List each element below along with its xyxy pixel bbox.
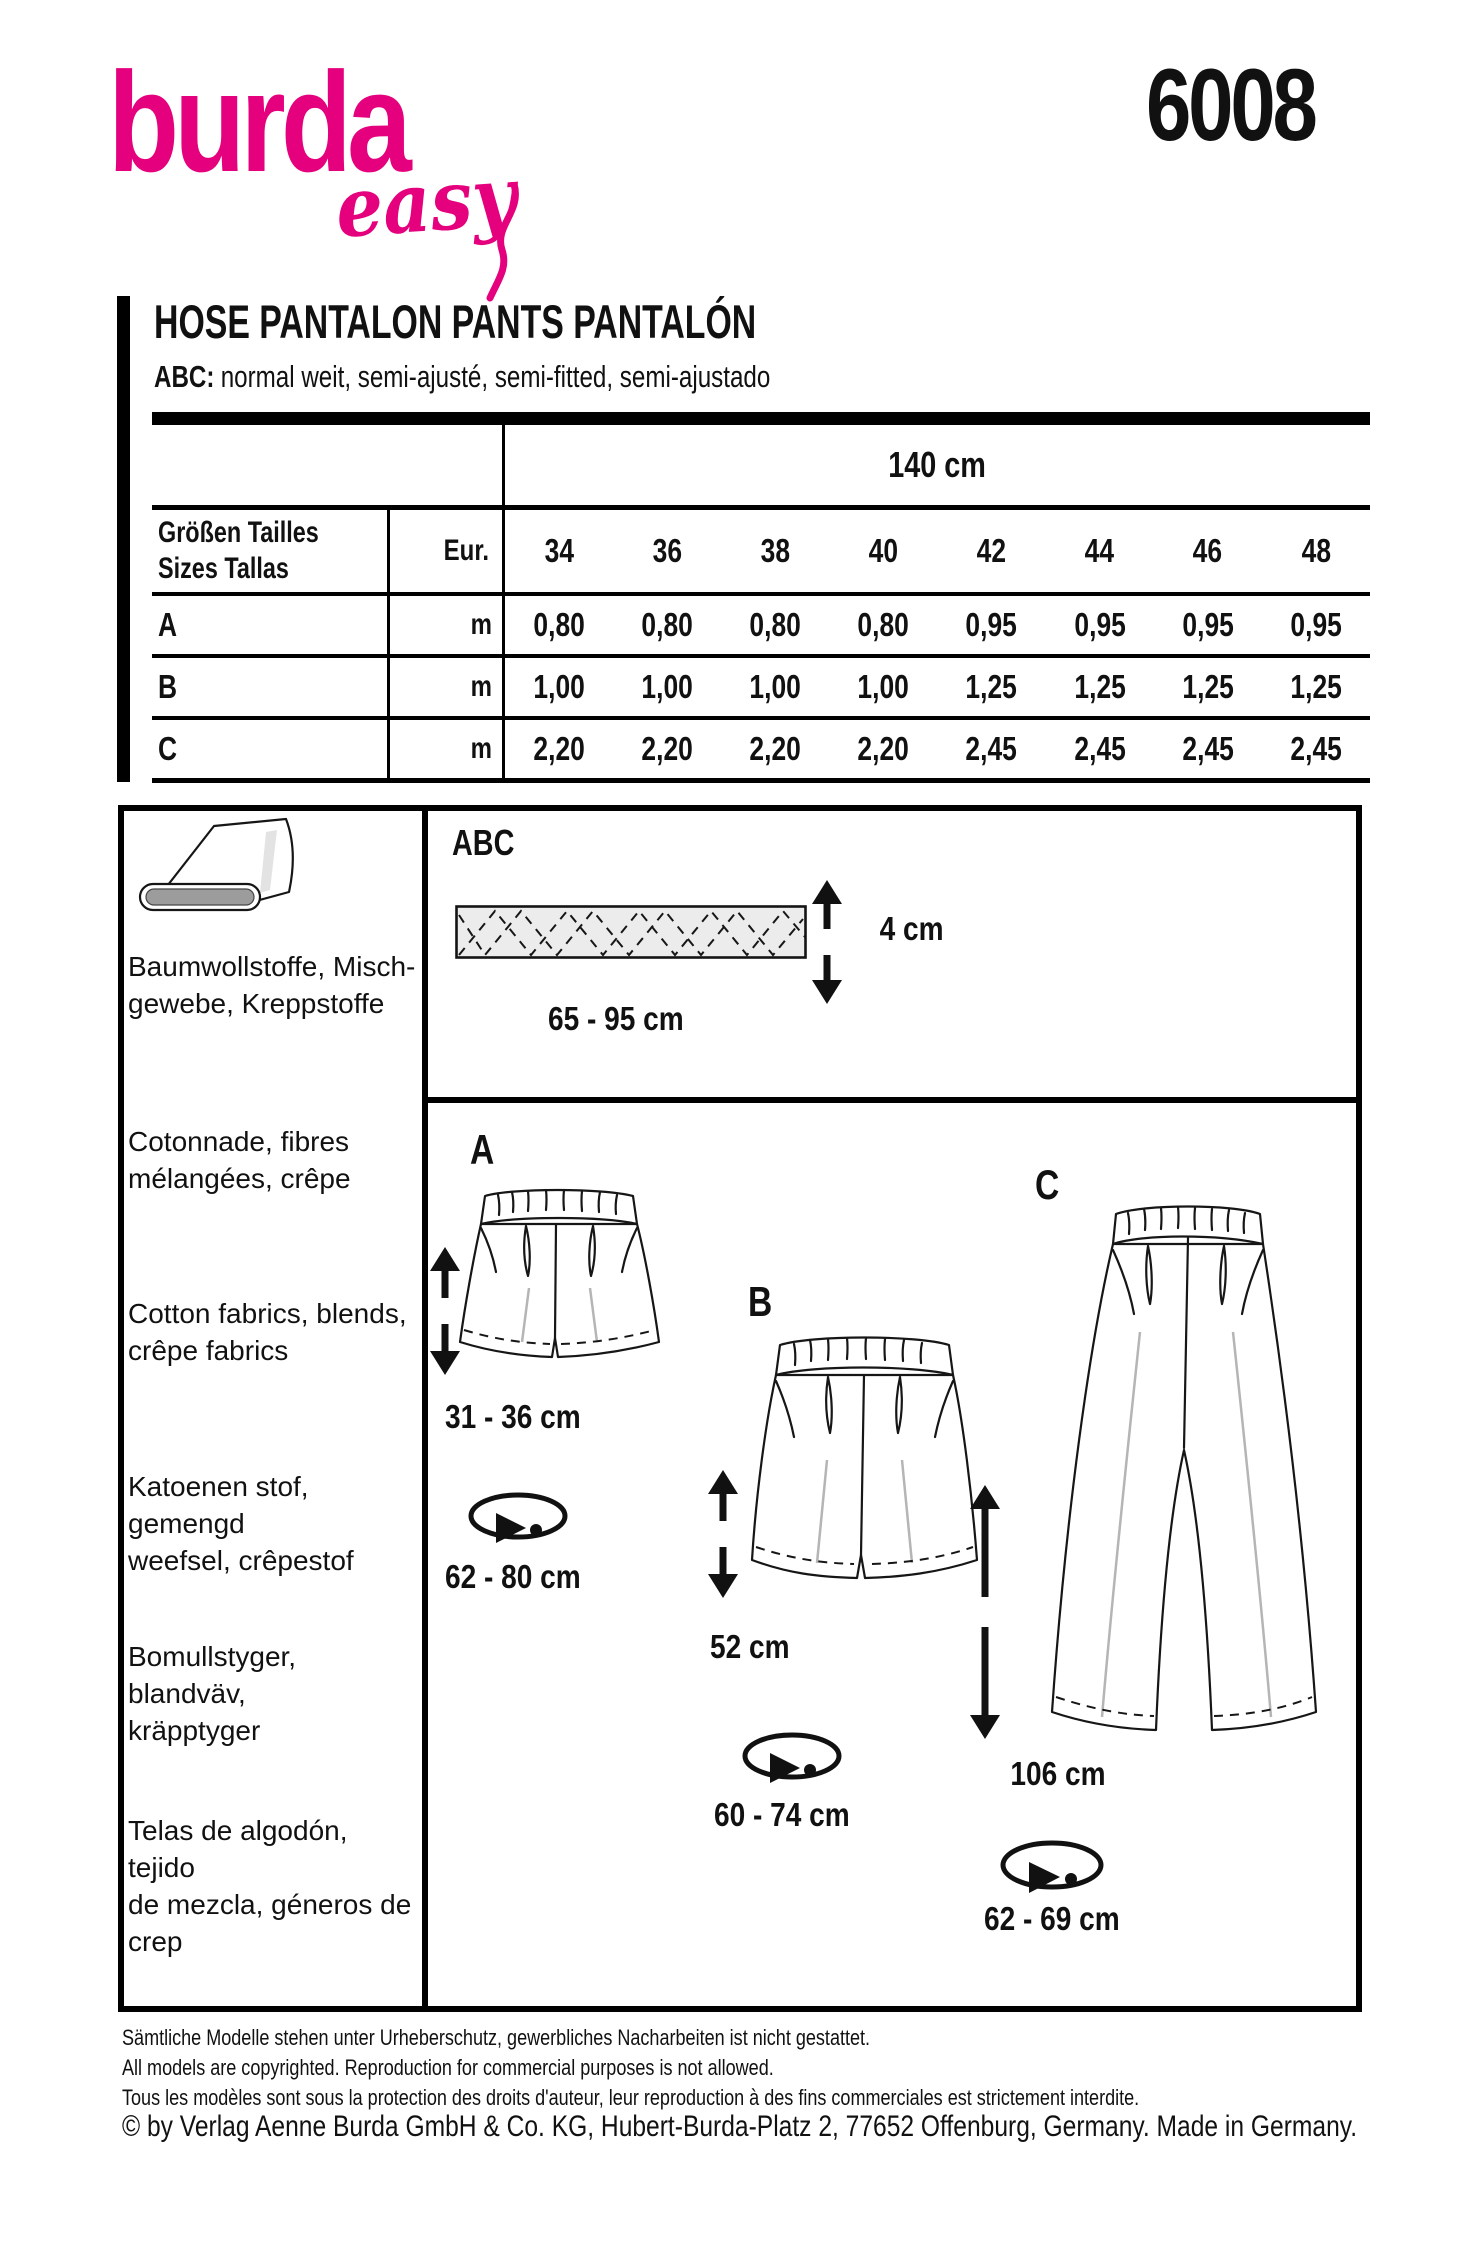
fabric-note-es: Telas de algodón, tejido de mezcla, géneros de crep xyxy=(128,1815,412,1957)
girth-c-icon xyxy=(998,1838,1106,1898)
fit-label: ABC: xyxy=(154,359,215,394)
yardage-cell: 2,45 xyxy=(1290,730,1342,767)
yardage-cell: 0,80 xyxy=(857,606,910,643)
size-cell: 44 xyxy=(1085,532,1115,569)
page-title: HOSE PANTALON PANTS PANTALÓN xyxy=(154,295,757,348)
unit-cell: m xyxy=(390,658,505,716)
yardage-cell: 2,20 xyxy=(749,730,801,767)
fit-description xyxy=(154,360,770,394)
interfacing-views-label: ABC xyxy=(452,822,515,863)
fabric-note-en: Cotton fabrics, blends, crêpe fabrics xyxy=(128,1298,407,1366)
fabric-bolt-icon xyxy=(136,812,326,912)
easy-logo-script: easy xyxy=(332,148,519,257)
unit-header-cell: Eur. xyxy=(390,510,505,592)
size-cell: 42 xyxy=(976,532,1007,569)
yardage-cell: 2,45 xyxy=(965,730,1018,767)
burda-logo-text: burda xyxy=(108,43,407,202)
yardage-cell: 2,45 xyxy=(1073,730,1126,767)
yardage-cell: 2,45 xyxy=(1182,730,1234,767)
unit-cell: m xyxy=(390,720,505,778)
view-a-length: 31 - 36 cm xyxy=(445,1398,581,1435)
view-b-label: B xyxy=(748,1278,773,1325)
fabric-note-fr: Cotonnade, fibres mélangées, crêpe xyxy=(128,1126,351,1194)
yardage-cell: 1,25 xyxy=(1182,668,1234,705)
copyright-line-fr: Tous les modèles sont sous la protection des droits d'auteur, leur reproduction à des fins commerciales est strictement interdite. xyxy=(122,2085,1140,2110)
yardage-table xyxy=(152,412,1370,783)
fabric-note-sv: Bomullstyger, blandväv, kräpptyger xyxy=(128,1641,297,1746)
yardage-cell: 1,00 xyxy=(749,668,801,705)
size-cell: 38 xyxy=(760,532,790,569)
size-cell: 34 xyxy=(544,532,574,569)
yardage-cell: 0,80 xyxy=(533,606,585,643)
publisher-line: © by Verlag Aenne Burda GmbH & Co. KG, Hubert-Burda-Platz 2, 77652 Offenburg, Germany. Made in Germany. xyxy=(122,2110,1358,2143)
shorts-a-drawing xyxy=(452,1180,667,1385)
fabric-note-nl: Katoenen stof, gemengd weefsel, crêpestof xyxy=(128,1471,354,1576)
yardage-cell: 1,00 xyxy=(857,668,910,705)
table-row-view-c xyxy=(152,720,1370,783)
fabric-width-cell: 140 cm xyxy=(888,444,987,485)
fabric-note-de: Baumwollstoffe, Misch- gewebe, Kreppstoffe xyxy=(128,951,416,1019)
yardage-cell: 0,80 xyxy=(641,606,693,643)
length-arrow-c-icon xyxy=(968,1483,1002,1741)
pants-c-drawing xyxy=(1028,1192,1328,1748)
yardage-cell: 1,00 xyxy=(533,668,585,705)
yardage-cell: 0,95 xyxy=(1073,606,1126,643)
length-arrow-b-icon xyxy=(706,1468,740,1600)
yardage-cell: 0,95 xyxy=(1290,606,1342,643)
view-c-length: 106 cm xyxy=(1009,1755,1106,1792)
size-cell: 46 xyxy=(1193,532,1223,569)
view-label-cell: B xyxy=(152,658,390,716)
size-cell: 36 xyxy=(652,532,682,569)
yardage-cell: 2,20 xyxy=(533,730,585,767)
copyright-line-de: Sämtliche Modelle stehen unter Urheberschutz, gewerbliches Nacharbeiten ist nicht gestattet. xyxy=(122,2025,871,2050)
view-b-waist: 60 - 74 cm xyxy=(714,1796,850,1833)
panel-horizontal-divider xyxy=(428,1097,1362,1103)
table-row-sizes xyxy=(152,510,1370,596)
interfacing-width: 65 - 95 cm xyxy=(548,1000,684,1037)
table-row-view-a xyxy=(152,596,1370,658)
length-arrow-a-icon xyxy=(428,1245,462,1377)
interfacing-strip xyxy=(455,905,807,959)
girth-a-icon xyxy=(466,1490,570,1548)
size-cell: 40 xyxy=(868,532,899,569)
copyright-line-en: All models are copyrighted. Reproduction for commercial purposes is not allowed. xyxy=(122,2055,774,2080)
yardage-cell: 2,20 xyxy=(857,730,910,767)
title-accent-bar xyxy=(117,296,130,782)
view-label-cell: C xyxy=(152,720,390,778)
view-a-waist: 62 - 80 cm xyxy=(445,1558,581,1595)
girth-b-icon xyxy=(740,1730,844,1788)
table-top-band xyxy=(152,412,1370,425)
table-row-fabric-width xyxy=(152,425,1370,510)
view-b-length: 52 cm xyxy=(710,1628,790,1665)
easy-swash-icon xyxy=(482,182,524,302)
view-label-cell: A xyxy=(152,596,390,654)
yardage-cell: 1,25 xyxy=(1290,668,1342,705)
table-row-view-b xyxy=(152,658,1370,720)
view-c-waist: 62 - 69 cm xyxy=(984,1900,1120,1937)
fit-text: normal weit, semi-ajusté, semi-fitted, semi-ajustado xyxy=(220,359,771,394)
view-a-label: A xyxy=(470,1126,495,1173)
yardage-cell: 0,80 xyxy=(749,606,801,643)
yardage-cell: 2,20 xyxy=(641,730,693,767)
height-arrow-icon xyxy=(809,878,845,1006)
yardage-cell: 0,95 xyxy=(1182,606,1234,643)
yardage-cell: 0,95 xyxy=(965,606,1018,643)
spacer-cell xyxy=(152,425,505,505)
yardage-cell: 1,25 xyxy=(965,668,1018,705)
pattern-number: 6008 xyxy=(1146,48,1315,162)
view-c-label: C xyxy=(1035,1161,1060,1208)
shorts-b-drawing xyxy=(742,1325,987,1613)
yardage-cell: 1,00 xyxy=(641,668,693,705)
size-header-cell: Größen Tailles Sizes Tallas xyxy=(152,510,390,592)
unit-cell: m xyxy=(390,596,505,654)
interfacing-height: 4 cm xyxy=(880,910,944,947)
yardage-cell: 1,25 xyxy=(1073,668,1126,705)
size-cell: 48 xyxy=(1301,532,1331,569)
